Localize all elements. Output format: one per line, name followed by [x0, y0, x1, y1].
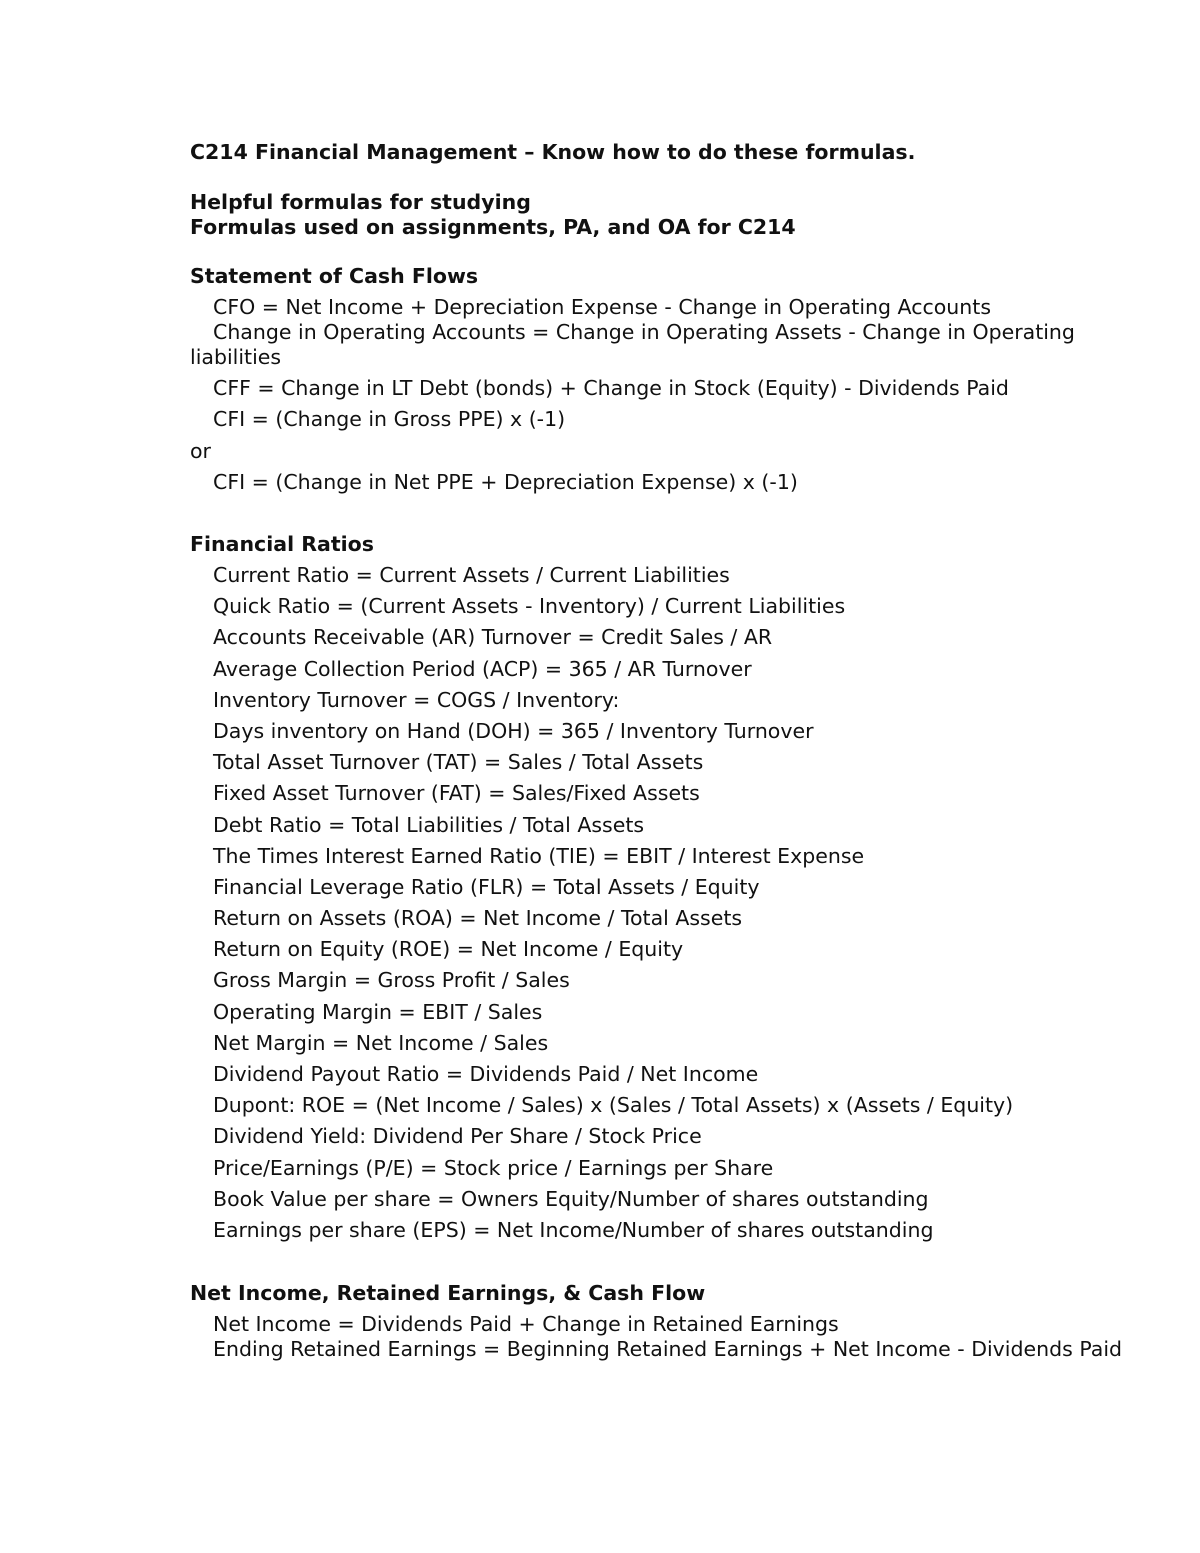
subtitle-formulas-used: Formulas used on assignments, PA, and OA for C214: [190, 215, 796, 239]
ratio-formula: Financial Leverage Ratio (FLR) = Total Assets / Equity: [213, 874, 760, 899]
formula-cfo: CFO = Net Income + Depreciation Expense - Change in Operating Accounts: [213, 295, 991, 319]
document-page: [190, 140, 1130, 1362]
heading-cash-flows: Statement of Cash Flows: [190, 264, 479, 288]
ratio-formula: Dividend Payout Ratio = Dividends Paid / Net Income: [213, 1062, 759, 1086]
ratio-formula: Average Collection Period (ACP) = 365 / AR Turnover: [213, 656, 752, 681]
ratio-formula: Quick Ratio = (Current Assets - Inventory) / Current Liabilities: [213, 594, 846, 619]
ratio-formula: Debt Ratio = Total Liabilities / Total Assets: [213, 812, 645, 837]
ratio-formula: Accounts Receivable (AR) Turnover = Credit Sales / AR: [213, 625, 773, 650]
ratio-formula: Book Value per share = Owners Equity/Number of shares outstanding: [213, 1186, 929, 1211]
ratio-formula: Return on Assets (ROA) = Net Income / Total Assets: [213, 906, 743, 931]
ratio-formula: Current Ratio = Current Assets / Current Liabilities: [213, 563, 730, 587]
ratio-formula: Dividend Yield: Dividend Per Share / Stock Price: [213, 1124, 702, 1149]
ratio-formula: Fixed Asset Turnover (FAT) = Sales/Fixed Assets: [213, 781, 700, 806]
formula-cfi-gross: CFI = (Change in Gross PPE) x (-1): [213, 407, 566, 431]
ratio-list: [190, 563, 1130, 1243]
formula-cff: CFF = Change in LT Debt (bonds) + Change in Stock (Equity) - Dividends Paid: [213, 376, 1009, 400]
subtitle-helpful: Helpful formulas for studying: [190, 190, 531, 214]
ratio-formula: Earnings per share (EPS) = Net Income/Number of shares outstanding: [213, 1217, 934, 1242]
formula-ending-retained: Ending Retained Earnings = Beginning Retained Earnings + Net Income - Dividends Paid: [213, 1336, 1123, 1361]
ratio-formula: Inventory Turnover = COGS / Inventory:: [213, 687, 620, 712]
ratio-formula: Dupont: ROE = (Net Income / Sales) x (Sales / Total Assets) x (Assets / Equity): [213, 1093, 1014, 1118]
word-or: or: [190, 439, 211, 463]
formula-cfi-net: CFI = (Change in Net PPE + Depreciation Expense) x (-1): [213, 470, 798, 494]
ratio-formula: Price/Earnings (P/E) = Stock price / Earnings per Share: [213, 1155, 774, 1180]
document-title: C214 Financial Management – Know how to do these formulas.: [190, 140, 916, 164]
ratio-formula: Operating Margin = EBIT / Sales: [213, 999, 543, 1024]
ratio-formula: The Times Interest Earned Ratio (TIE) = EBIT / Interest Expense: [213, 843, 865, 868]
heading-net-income-retained: Net Income, Retained Earnings, & Cash Flow: [190, 1280, 706, 1305]
formula-net-income: Net Income = Dividends Paid + Change in Retained Earnings: [213, 1311, 839, 1336]
formula-change-operating: Change in Operating Accounts = Change in Operating Assets - Change in Operating liabilities: [190, 320, 1075, 369]
ratio-formula: Net Margin = Net Income / Sales: [213, 1030, 549, 1055]
ratio-formula: Days inventory on Hand (DOH) = 365 / Inventory Turnover: [213, 718, 814, 743]
ratio-formula: Gross Margin = Gross Profit / Sales: [213, 968, 570, 993]
ratio-formula: Total Asset Turnover (TAT) = Sales / Total Assets: [213, 750, 704, 775]
heading-financial-ratios: Financial Ratios: [190, 532, 374, 556]
ratio-formula: Return on Equity (ROE) = Net Income / Equity: [213, 937, 684, 962]
